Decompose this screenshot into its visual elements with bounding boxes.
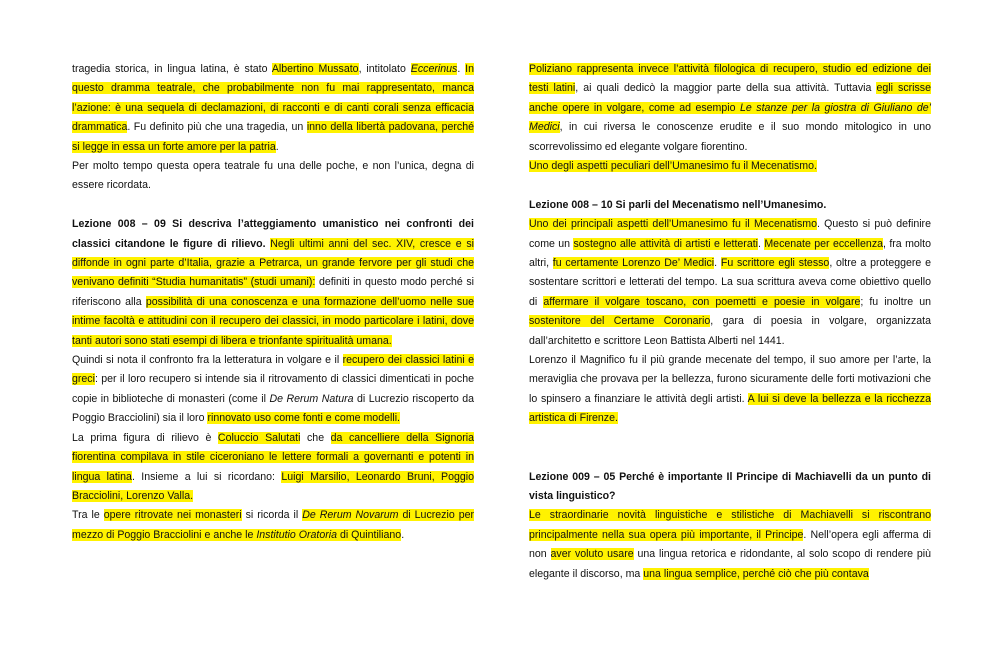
text-run: , ai quali dedicò la maggior parte della sua attività. Tuttavia — [575, 82, 877, 95]
text-run: . — [457, 63, 466, 75]
text-run: , intitolato — [358, 63, 411, 75]
text-run: di Lucrezio riscoperto da Poggio Bracciolini) sia il loro — [72, 392, 474, 425]
paragraph-salutati — [72, 429, 474, 507]
highlight-run: aver voluto usare — [550, 548, 634, 561]
italic-run: De Rerum Natura — [269, 392, 354, 405]
text-run: ; fu inoltre un — [860, 295, 931, 308]
text-run: , gara di poesia in volgare, organizzata dall’architetto e scrittore Leon Battista Alberti nel 1441. — [529, 315, 931, 347]
heading-lezione-009-05: Lezione 009 – 05 Perché è importante Il Principe di Machiavelli da un punto di vista linguistico? — [529, 470, 931, 502]
highlight-run: A lui si deve la bellezza e la ricchezza artistica di Firenze. — [529, 392, 932, 425]
highlight-run: di Lucrezio — [398, 509, 459, 522]
highlight-run: sostegno alle attività di artisti e letterati — [573, 237, 759, 250]
highlight-run: Mecenate per eccellenza — [764, 237, 884, 250]
text-run: si ricorda il — [241, 509, 303, 522]
heading-lezione-008-10: Lezione 008 – 10 Si parli del Mecenatismo nell’Umanesimo. — [529, 198, 827, 211]
text-run: . — [758, 237, 765, 250]
highlight-run: possibilità di una conoscenza e una formazione dell’uomo nelle sue intime facoltà e attitudini con il recupero dei classici, in modo particolare i latini, dove tanti autori sono stati esempi di libera e trionfante spiritualità umana. — [72, 295, 474, 347]
highlight-run: Luigi Marsilio, Leonardo Bruni, Poggio Bracciolini, Lorenzo Valla. — [72, 470, 474, 502]
text-run: , in cui riversa le conoscenze erudite e il suo mondo mitologico in uno scorrevolissimo ed elegante volgare fiorentino. — [529, 121, 931, 153]
highlight-run: Negli ultimi anni del sec. XIV, cresce e si diffonde in ogni parte d’Italia, grazie a Petrarca, un grande fervore per gli studi che venivano definiti “Studia humanitatis” (studi umani): — [72, 237, 474, 289]
paragraph-gap — [72, 196, 474, 215]
paragraph-machiavelli — [529, 506, 931, 584]
text-run: . Questo si può definire come un — [529, 218, 931, 250]
highlight-italic-run: De Rerum Novarum — [302, 509, 399, 522]
highlight-run: Uno degli aspetti peculiari dell’Umanesimo fu il Mecenatismo. — [529, 160, 817, 173]
highlight-run: Le straordinarie novità linguistiche e stilistiche di Machiavelli si riscontrano principalmente nella sua opera più importante, il Principe — [529, 509, 931, 541]
paragraph-opere-ritrovate — [72, 506, 474, 545]
highlight-run: Coluccio Salutati — [217, 431, 301, 444]
text-run: La prima figura di rilievo è — [72, 431, 218, 444]
highlight-run: rinnovato uso come fonti e come modelli. — [207, 412, 400, 425]
highlight-run: Poliziano rappresenta invece l’attività filologica di recupero, studio ed edizione dei testi latini — [529, 63, 931, 95]
text-run: una lingua retorica e ridondante, al solo scopo di rendere più elegante il discorso, ma — [529, 548, 932, 580]
paragraph-opera-teatrale: Per molto tempo questa opera teatrale fu una delle poche, e non l’unica, degna di essere ricordata. — [72, 160, 474, 192]
highlight-run: da cancelliere della Signoria fiorentina compilava in stile ciceroniano le lettere formali a governanti e potenti in lingua latina — [72, 431, 475, 483]
text-run: tragedia storica, in lingua latina, è stato — [72, 63, 272, 75]
highlight-italic-run: Eccerinus — [410, 63, 458, 75]
highlight-italic-run: Le stanze per la giostra di Giuliano de’ Medici — [529, 101, 931, 134]
right-column — [529, 60, 931, 584]
paragraph-gap — [529, 176, 931, 195]
text-run: . Fu definito più che una tragedia, un — [127, 121, 307, 134]
section-heading: Lezione 008 – 09 Si descriva l’atteggiamento umanistico nei confronti dei classici citandone le figure di rilievo. — [72, 218, 474, 250]
highlight-run: recupero dei classici latini e greci — [72, 354, 475, 386]
paragraph-recupero-classici — [72, 351, 474, 429]
left-column — [72, 60, 474, 545]
text-run: . — [401, 528, 405, 541]
text-run: , fra molto altri, — [529, 237, 931, 270]
highlight-italic-run: Institutio Oratoria — [256, 528, 337, 541]
text-run: . — [714, 257, 721, 270]
text-run: Tra le — [72, 509, 104, 522]
highlight-run: In questo dramma teatrale, che probabilmente non fu mai rappresentato, manca l’azione: è una sequela di declamazioni, di racconti e di canti corali senza efficacia drammatica — [72, 63, 475, 134]
highlight-run: opere ritrovate nei monasteri — [103, 509, 242, 522]
paragraph-lorenzo-magnifico — [529, 351, 931, 429]
highlight-run: affermare il volgare toscano, con poemetti e poesie in volgare — [543, 295, 861, 308]
highlight-run: Albertino Mussato — [271, 63, 359, 75]
text-run: che — [300, 431, 331, 444]
paragraph-mecenatismo — [529, 215, 931, 351]
text-run: definiti in questo modo perché si riferiscono alla — [72, 276, 474, 308]
text-run: . Nell’opera egli afferma di non — [529, 528, 932, 561]
paragraph-mecenatismo-intro — [529, 157, 931, 176]
text-run: : per il loro recupero si intende sia il ritrovamento di classici dimenticati in poche copie in biblioteche di monasteri (come il — [72, 373, 474, 405]
highlight-run: egli scrisse anche opere in volgare, come ad esempio — [529, 82, 931, 114]
text-run: . — [275, 140, 279, 153]
highlight-run: inno della libertà padovana, perché si legge in essa un forte amore per la patria — [72, 121, 474, 153]
highlight-run: una lingua semplice, perché ciò che più contava — [643, 567, 869, 580]
highlight-run: di Quintiliano — [337, 528, 402, 541]
highlight-run: Fu scrittore egli stesso — [720, 257, 830, 270]
paragraph-lezione-008-09 — [72, 215, 474, 351]
highlight-run: Uno dei principali aspetti dell’Umanesimo fu il Mecenatismo — [529, 218, 817, 231]
text-run: Quindi si nota il confronto fra la letteratura in volgare e il — [72, 354, 343, 367]
highlight-run: fu certamente Lorenzo De’ Medici — [552, 257, 715, 270]
paragraph-mussato — [72, 60, 474, 157]
text-run: , oltre a proteggere e sostentare scrittori e letterati del tempo. La sua scrittura aveva come obiettivo quello di — [529, 257, 931, 308]
paragraph-poliziano — [529, 60, 931, 157]
highlight-run: sostenitore del Certame Coronario — [529, 315, 711, 328]
highlight-run: per mezzo di Poggio Bracciolini e anche le — [72, 509, 474, 541]
text-run: Lorenzo il Magnifico fu il più grande mecenate del tempo, il suo amore per l’arte, la meraviglia che provava per la bellezza, furono sicuramente delle forti motivazioni che lo spinsero a finanziare le attività degli artisti. — [529, 354, 931, 405]
paragraph-gap — [529, 429, 931, 468]
text-run: . Insieme a lui si ricordano: — [131, 470, 282, 483]
